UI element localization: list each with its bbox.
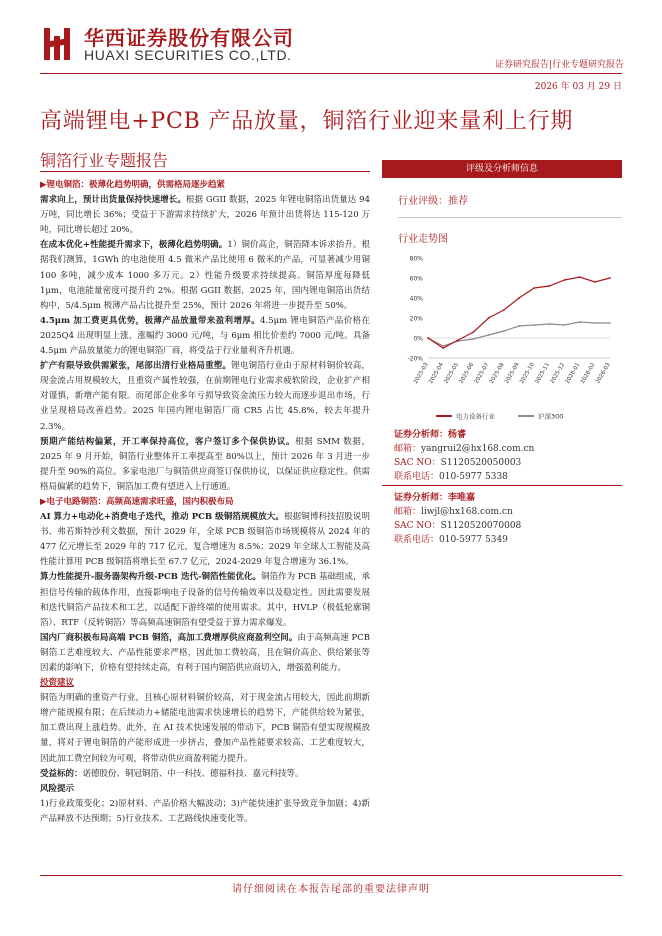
paragraph xyxy=(40,314,370,359)
report-category: 证券研究报告|行业专题研究报告 xyxy=(494,60,624,70)
phone-label: 联系电话： xyxy=(394,535,440,545)
section-heading-text: 锂电铜箔：极薄化趋势明确，供需格局逐步趋紧 xyxy=(46,180,226,190)
paragraph-text: 由于高频高速 PCB 铜箔工艺难度较大、产品性能要求严格，因此加工费较高，且在铜价高企、供给紧张等因素的影响下，价格有望持续走高，有利于国内铜箔供应商切入，增强盈利能力。 xyxy=(40,632,370,673)
paragraph-text: 4.5μm 锂电铜箔产品价格在 2025Q4 出现明显上涨，涨幅约 3000 元/吨，与 6μm 相比价差约 7000 元/吨。具备 4.5μm 产品放量能力的锂电铜箔厂商，将受益于行业量利齐升机遇。 xyxy=(40,315,370,357)
rating-box-title: 评级及分析师信息 xyxy=(382,160,622,178)
analyst-phone: 010-5977 5338 xyxy=(439,472,508,482)
y-tick-label: 0% xyxy=(413,335,423,343)
data-point xyxy=(579,276,581,278)
paragraph xyxy=(40,570,370,630)
paragraph-lead: 预期产能结构偏紧，开工率保持高位，客户签订多个保供协议。 xyxy=(40,436,296,447)
analyst-card xyxy=(394,491,521,547)
paragraph-lead: 受益标的： xyxy=(40,768,83,779)
sac-label: SAC NO： xyxy=(394,521,441,531)
legend-label: 沪深300 xyxy=(538,412,564,421)
paragraph: 铜箔为明确的重资产行业，且核心原材料铜价较高，对于现金流占用较大，因此前期新增产能规模有限；在后续动力+储能电池需求快速增长的趋势下，产能供给较为紧张，加工费出现上涨趋势。此外，在 AI 技术快速发展的带动下，PCB 铜箔有望实现规模放量，将对于锂电铜箔的产能形成进一步挤占，叠加产品性能要求较高、工艺难度较大，因此加工费空间较为可观，将带动供应商盈利能力提升。 xyxy=(40,693,370,764)
page-title: 高端锂电+PCB 产品放量，铜箔行业迎来量利上行期 xyxy=(40,109,574,134)
paragraph xyxy=(40,193,370,238)
x-tick-label: 2025-12 xyxy=(549,362,567,385)
data-point xyxy=(473,338,475,340)
analyst-name: 李唯嘉 xyxy=(448,493,476,503)
company-name-cn: 华西证券股份有限公司 xyxy=(84,26,294,50)
data-point xyxy=(533,324,535,326)
data-point xyxy=(518,325,520,327)
paragraph xyxy=(40,435,370,495)
data-point xyxy=(609,322,611,324)
paragraph-lead: 扩产有限导致供需紧张，尾部出清行业格局重塑。 xyxy=(40,361,232,372)
data-point xyxy=(594,322,596,324)
paragraph-lead: 需求向上，预计出货量保持快速增长。 xyxy=(40,195,186,206)
report-subtitle: 铜箔行业专题报告 xyxy=(40,151,169,170)
rating-value: 推荐 xyxy=(448,196,468,207)
analyst-card xyxy=(394,428,534,484)
company-name-en: HUAXI SECURITIES CO.,LTD. xyxy=(84,47,292,63)
data-point xyxy=(488,334,490,336)
paragraph-text: 1）铜价高企，铜箔降本诉求抬升。根据我们测算，1GWh 的电池使用 4.5 微米产品比使用 6 微米的产品，可显著减少用铜 100 多吨，减少成本 1000 多万元。2）性能升级要求持续提高。铜箔厚度每降低 1μm，电池能量密度可提升约 2%。根据 GGII 数据，2025 年，国内锂电铜箔出货结构中，5/4.5μm 极薄产品占比提升至 25%，预计 2026 年将进一步提升至 50%。 xyxy=(40,240,370,311)
triangle-bullet-icon: ▶ xyxy=(40,496,47,507)
data-point xyxy=(564,324,566,326)
report-body xyxy=(40,178,370,860)
rating-label: 行业评级： xyxy=(398,196,448,207)
paragraph-text: 根据铜博科技招股说明书、弗若斯特沙利文数据，预计 2029 年，全球 PCB 级铜箔市场规模将从 2024 年的 477 亿元增长至 2029 年的 717 亿元，复合增速为 8.5%；2029 年全球人工智能及高性能计算用 PCB 级铜箔将增长至 67.7 亿元，2024-2029 年复合增速为 36.1%。 xyxy=(40,512,370,568)
analyst-name: 杨睿 xyxy=(448,430,467,440)
x-tick-label: 2025-06 xyxy=(458,362,476,385)
legend-label: 电力设备行业 xyxy=(456,412,495,421)
x-tick-label: 2025-09 xyxy=(504,362,521,385)
data-point xyxy=(457,339,459,341)
data-point xyxy=(427,337,429,339)
data-point xyxy=(609,277,611,279)
data-point xyxy=(442,345,444,347)
paragraph-text: 铜箔作为 PCB 基础组成，承担信号传输的载体作用，直接影响电子设备的信号传输效率以及稳定性。因此需要发展和迭代铜箔产品技术和工艺，以适配下游终端的使用需求。其中，HVLP（极低轮廓铜箔）、RTF（反转铜箔）等高频高速铜箔有望受益于算力需求爆发。 xyxy=(40,572,370,628)
paragraph-text: 根据 SMM 数据，2025 年 9 月开始，铜箔行业整体开工率提高至 80%以上，预计 2026 年 3 月进一步提升至 90%的高位。多家电池厂与铜箔供应商签订保供协议，以保证供应稳定性。供需格局偏紧的趋势下，铜箔加工费有望进入上行通道。 xyxy=(40,436,370,492)
x-tick-label: 2026-03 xyxy=(595,362,612,385)
analyst-sac: S1120520070008 xyxy=(440,521,522,531)
y-tick-label: 20% xyxy=(409,315,423,323)
subtitle-divider xyxy=(40,171,370,172)
x-tick-label: 2025-07 xyxy=(473,362,491,385)
report-date: 2026 年 03 月 29 日 xyxy=(534,82,622,92)
x-tick-label: 2025-08 xyxy=(488,362,506,385)
y-tick-label: 80% xyxy=(409,255,423,263)
email-label: 邮箱： xyxy=(394,444,422,454)
paragraph-lead: AI 算力+电动化+消费电子迭代，推动 PCB 级铜箔规模放大。 xyxy=(40,512,284,523)
data-point xyxy=(594,281,596,283)
y-tick-label: 40% xyxy=(409,295,423,303)
trend-chart-title: 行业走势图 xyxy=(398,234,448,245)
section-heading xyxy=(40,178,370,193)
data-point xyxy=(533,287,535,289)
series-line xyxy=(428,277,610,348)
section-heading-text: 电子电路铜箔：高频高速需求旺盛，国内积极布局 xyxy=(46,496,234,507)
paragraph-lead: 在成本优化+性能提升需求下，极薄化趋势明确。 xyxy=(40,240,228,251)
paragraph-lead: 4.5μm 加工费更具优势，极薄产品放量带来盈利增厚。 xyxy=(40,315,261,326)
paragraph xyxy=(40,359,370,434)
paragraph-text: 锂电铜箔行业由于原材料铜价较高，现金流占用规模较大，且重资产属性较强，在前期锂电行业需求疲软阶段，企业扩产相对谨慎，新增产能有限。而尾部企业多年亏损导致资金流压力较大而逐步退出市场，行业呈现格局改善趋势。2025 年国内锂电铜箔厂商 CR5 占比 45.8%，较去年提升 2.3%。 xyxy=(40,361,370,432)
analyst-title: 证券分析师： xyxy=(394,430,449,440)
legal-disclaimer: 请仔细阅读在本报告尾部的重要法律声明 xyxy=(232,884,430,895)
paragraph xyxy=(40,238,370,313)
data-point xyxy=(564,279,566,281)
x-tick-label: 2025-10 xyxy=(519,362,536,385)
analyst-phone: 010-5977 5349 xyxy=(439,535,508,545)
analyst-title: 证券分析师： xyxy=(394,493,449,503)
data-point xyxy=(473,331,475,333)
data-point xyxy=(503,309,505,311)
x-tick-label: 2026-02 xyxy=(579,362,597,385)
risk-heading: 风险提示 xyxy=(40,783,75,794)
triangle-bullet-icon: ▶ xyxy=(40,180,47,190)
section-heading xyxy=(40,495,370,510)
industry-rating xyxy=(382,192,622,207)
x-tick-label: 2025-03 xyxy=(413,362,430,385)
data-point xyxy=(548,323,550,325)
data-point xyxy=(518,297,520,299)
sidebar xyxy=(382,160,622,545)
x-tick-label: 2025-05 xyxy=(443,362,461,385)
investment-advice-heading: 投资建议 xyxy=(40,678,75,689)
analyst-email[interactable]: yangrui2@hx168.com.cn xyxy=(421,444,535,454)
sac-label: SAC NO： xyxy=(394,458,441,468)
paragraph-text: 诺德股份、铜冠铜箔、中一科技、德福科技、嘉元科技等。 xyxy=(82,768,304,779)
paragraph-text: 根据 GGII 数据，2025 年锂电铜箔出货量达 94 万吨，同比增长 36%；受益于下游需求持续扩大，2026 年预计出货将达 115-120 万吨，同比增长超过 20%。 xyxy=(40,195,370,236)
y-tick-label: -20% xyxy=(407,355,423,363)
paragraph xyxy=(40,510,370,570)
data-point xyxy=(548,285,550,287)
paragraph xyxy=(40,767,370,782)
analyst-divider xyxy=(382,485,622,486)
analyst-email[interactable]: liwjl@hx168.com.cn xyxy=(421,507,513,517)
rating-divider xyxy=(398,217,622,218)
x-tick-label: 2025-04 xyxy=(428,362,445,385)
x-tick-label: 2025-11 xyxy=(534,362,552,385)
data-point xyxy=(488,317,490,319)
y-tick-label: 60% xyxy=(409,275,423,283)
data-point xyxy=(503,330,505,332)
paragraph xyxy=(40,631,370,676)
huaxi-logo-icon xyxy=(40,26,74,62)
data-point xyxy=(579,321,581,323)
paragraph: 1)行业政策变化；2)原材料、产品价格大幅波动；3)产能快速扩张导致竞争加剧；4)新产品释放不达预期；5)行业技术、工艺路线快速变化等。 xyxy=(40,798,370,824)
email-label: 邮箱： xyxy=(394,507,422,517)
report-header xyxy=(0,0,662,78)
paragraph-lead: 国内厂商积极布局高端 PCB 铜箔，高加工费增厚供应商盈利空间。 xyxy=(40,632,298,643)
x-tick-label: 2026-01 xyxy=(564,362,582,385)
phone-label: 联系电话： xyxy=(394,472,440,482)
footer-divider xyxy=(40,875,622,876)
analyst-sac: S1120520050003 xyxy=(440,458,522,468)
header-divider xyxy=(40,73,622,74)
data-point xyxy=(442,347,444,349)
paragraph-lead: 算力性能提升-服务器架构升级-PCB 迭代-铜箔性能优化。 xyxy=(40,572,262,583)
